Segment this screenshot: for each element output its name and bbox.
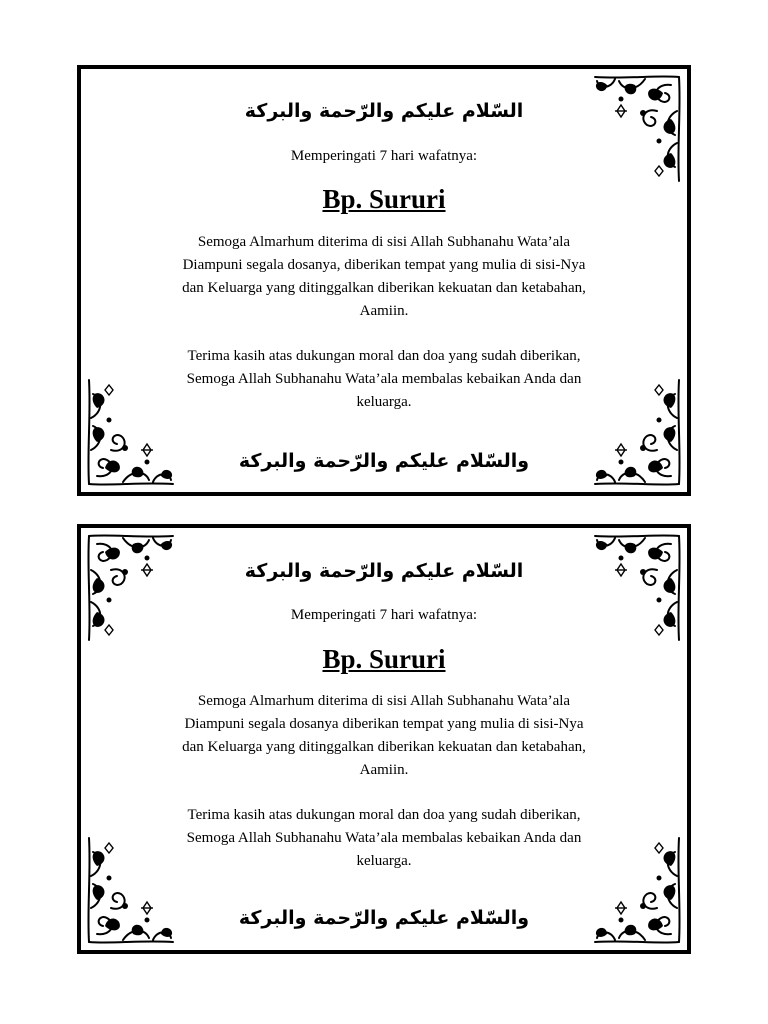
prayer-line: Aamiin.: [359, 762, 409, 778]
commemoration-text: Memperingati 7 hari wafatnya:: [290, 148, 478, 164]
thanks-line: Terima kasih atas dukungan moral dan doa yang sudah diberikan,: [187, 348, 581, 364]
greeting-open: السّلام عليكم والرّحمة والبركة: [244, 560, 524, 582]
thanks-paragraph: [81, 804, 687, 873]
floral-corner-ornament-icon: [589, 530, 685, 646]
greeting-close: والسّلام عليكم والرّحمة والبركة: [238, 450, 530, 472]
thanks-line: keluarga.: [356, 394, 412, 410]
thanks-line: Semoga Allah Subhanahu Wata’ala membalas kebaikan Anda dan: [186, 830, 582, 846]
prayer-paragraph: [81, 690, 687, 782]
prayer-line: Diampuni segala dosanya diberikan tempat yang mulia di sisi-Nya: [184, 716, 584, 732]
prayer-line: Semoga Almarhum diterima di sisi Allah Subhanahu Wata’ala: [197, 693, 571, 709]
floral-corner-ornament-icon: [589, 71, 685, 187]
greeting-open: السّلام عليكم والرّحمة والبركة: [244, 100, 524, 122]
prayer-paragraph: [81, 231, 687, 323]
condolence-card-top: [77, 65, 691, 496]
prayer-line: Aamiin.: [359, 303, 409, 319]
prayer-line: Semoga Almarhum diterima di sisi Allah Subhanahu Wata’ala: [197, 234, 571, 250]
greeting-close: والسّلام عليكم والرّحمة والبركة: [238, 907, 530, 929]
thanks-line: keluarga.: [356, 853, 412, 869]
thanks-line: Terima kasih atas dukungan moral dan doa yang sudah diberikan,: [187, 807, 581, 823]
deceased-name: Bp. Sururi: [322, 644, 446, 674]
prayer-line: dan Keluarga yang ditinggalkan diberikan kekuatan dan ketabahan,: [182, 280, 586, 296]
commemoration-text: Memperingati 7 hari wafatnya:: [290, 607, 478, 623]
prayer-line: dan Keluarga yang ditinggalkan diberikan kekuatan dan ketabahan,: [182, 739, 586, 755]
floral-corner-ornament-icon: [83, 530, 179, 646]
condolence-card-bottom: [77, 524, 691, 954]
thanks-line: Semoga Allah Subhanahu Wata’ala membalas kebaikan Anda dan: [186, 371, 582, 387]
deceased-name: Bp. Sururi: [322, 184, 446, 214]
thanks-paragraph: [81, 345, 687, 414]
prayer-line: Diampuni segala dosanya, diberikan tempat yang mulia di sisi-Nya: [182, 257, 586, 273]
